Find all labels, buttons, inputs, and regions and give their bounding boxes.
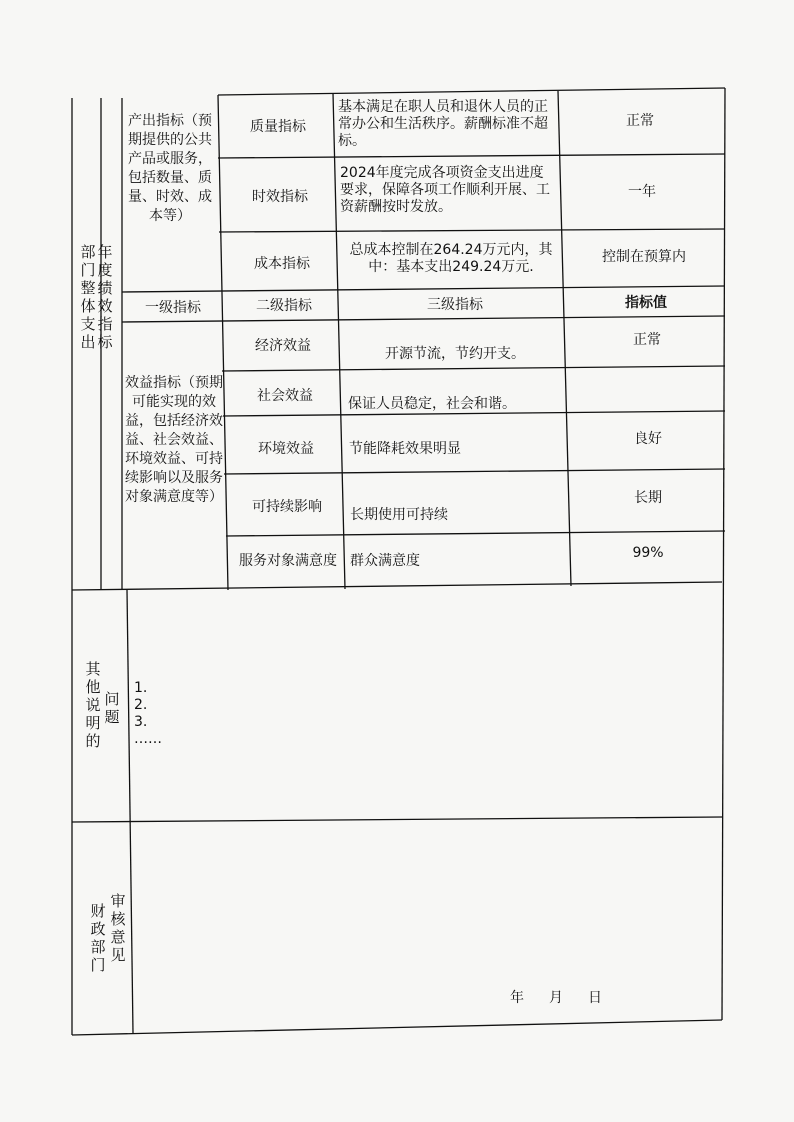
benefit-level2-social: 社会效益 <box>257 388 313 404</box>
output-level2-quality: 质量指标 <box>250 119 306 135</box>
benefit-level2-economic: 经济效益 <box>255 338 311 354</box>
section-label-finance-dept: 财政部门 <box>90 902 106 974</box>
output-level3-cost: 总成本控制在264.24万元内，其中：基本支出249.24万元. <box>349 242 553 275</box>
output-level3-quality: 基本满足在职人员和退休人员的正常办公和生活秩序。薪酬标准不超标。 <box>338 99 548 149</box>
right-border <box>722 88 725 1020</box>
review-date-day: 日 <box>588 990 602 1006</box>
section-label-other-notes: 其他说明的 <box>85 660 101 750</box>
header-value: 指标值 <box>625 295 667 311</box>
output-level3-timeliness: 2024年度完成各项资金支出进度要求，保障各项工作顺利开展、工资薪酬按时发放。 <box>340 165 550 215</box>
output-indicator-category: 产出指标（预期提供的公共产品或服务，包括数量、质量、时效、成本等） <box>128 113 212 224</box>
section-label-department-expenditure: 部门整体支出 <box>80 243 96 351</box>
section-label-problems: 问题 <box>104 690 120 726</box>
benefit-value-sustainability: 长期 <box>634 490 662 506</box>
benefit-level2-satisfaction: 服务对象满意度 <box>239 553 337 569</box>
divider-notes-top <box>72 582 722 590</box>
output-level2-timeliness: 时效指标 <box>252 189 308 205</box>
output-value-timeliness: 一年 <box>628 184 656 200</box>
benefit-level2-environmental: 环境效益 <box>258 441 314 457</box>
review-date-month: 月 <box>549 990 563 1006</box>
note-item-2: 2. <box>134 697 148 713</box>
header-level1: 一级指标 <box>145 300 201 316</box>
output-level2-cost: 成本指标 <box>254 256 310 272</box>
benefit-value-economic: 正常 <box>633 332 661 348</box>
section-label-review-opinion: 审核意见 <box>110 892 126 964</box>
benefit-indicator-category: 效益指标（预期可能实现的效益，包括经济效益、社会效益、环境效益、可持续影响以及服务对象满意度等） <box>125 375 223 505</box>
divider-review-top <box>72 817 722 822</box>
benefit-level3-sustainability: 长期使用可持续 <box>350 507 448 523</box>
benefit-level3-social: 保证人员稳定，社会和谐。 <box>348 396 516 412</box>
note-item-1: 1. <box>134 680 148 696</box>
header-level3: 三级指标 <box>427 297 483 313</box>
benefit-level2-sustainability: 可持续影响 <box>252 499 322 515</box>
output-value-quality: 正常 <box>626 113 654 129</box>
header-level2: 二级指标 <box>256 298 312 314</box>
bottom-border <box>72 1020 722 1035</box>
benefit-level3-satisfaction: 群众满意度 <box>350 553 420 569</box>
benefit-level3-economic: 开源节流，节约开支。 <box>385 346 525 362</box>
benefit-value-environmental: 良好 <box>634 431 662 447</box>
benefit-value-satisfaction: 99% <box>632 545 664 561</box>
note-item-4: …… <box>134 731 162 747</box>
benefit-level3-environmental: 节能降耗效果明显 <box>349 441 461 457</box>
review-date-year: 年 <box>510 990 524 1006</box>
note-item-3: 3. <box>134 714 148 730</box>
output-value-cost: 控制在预算内 <box>602 249 686 265</box>
section-label-annual-indicators: 年度绩效指标 <box>97 243 113 351</box>
